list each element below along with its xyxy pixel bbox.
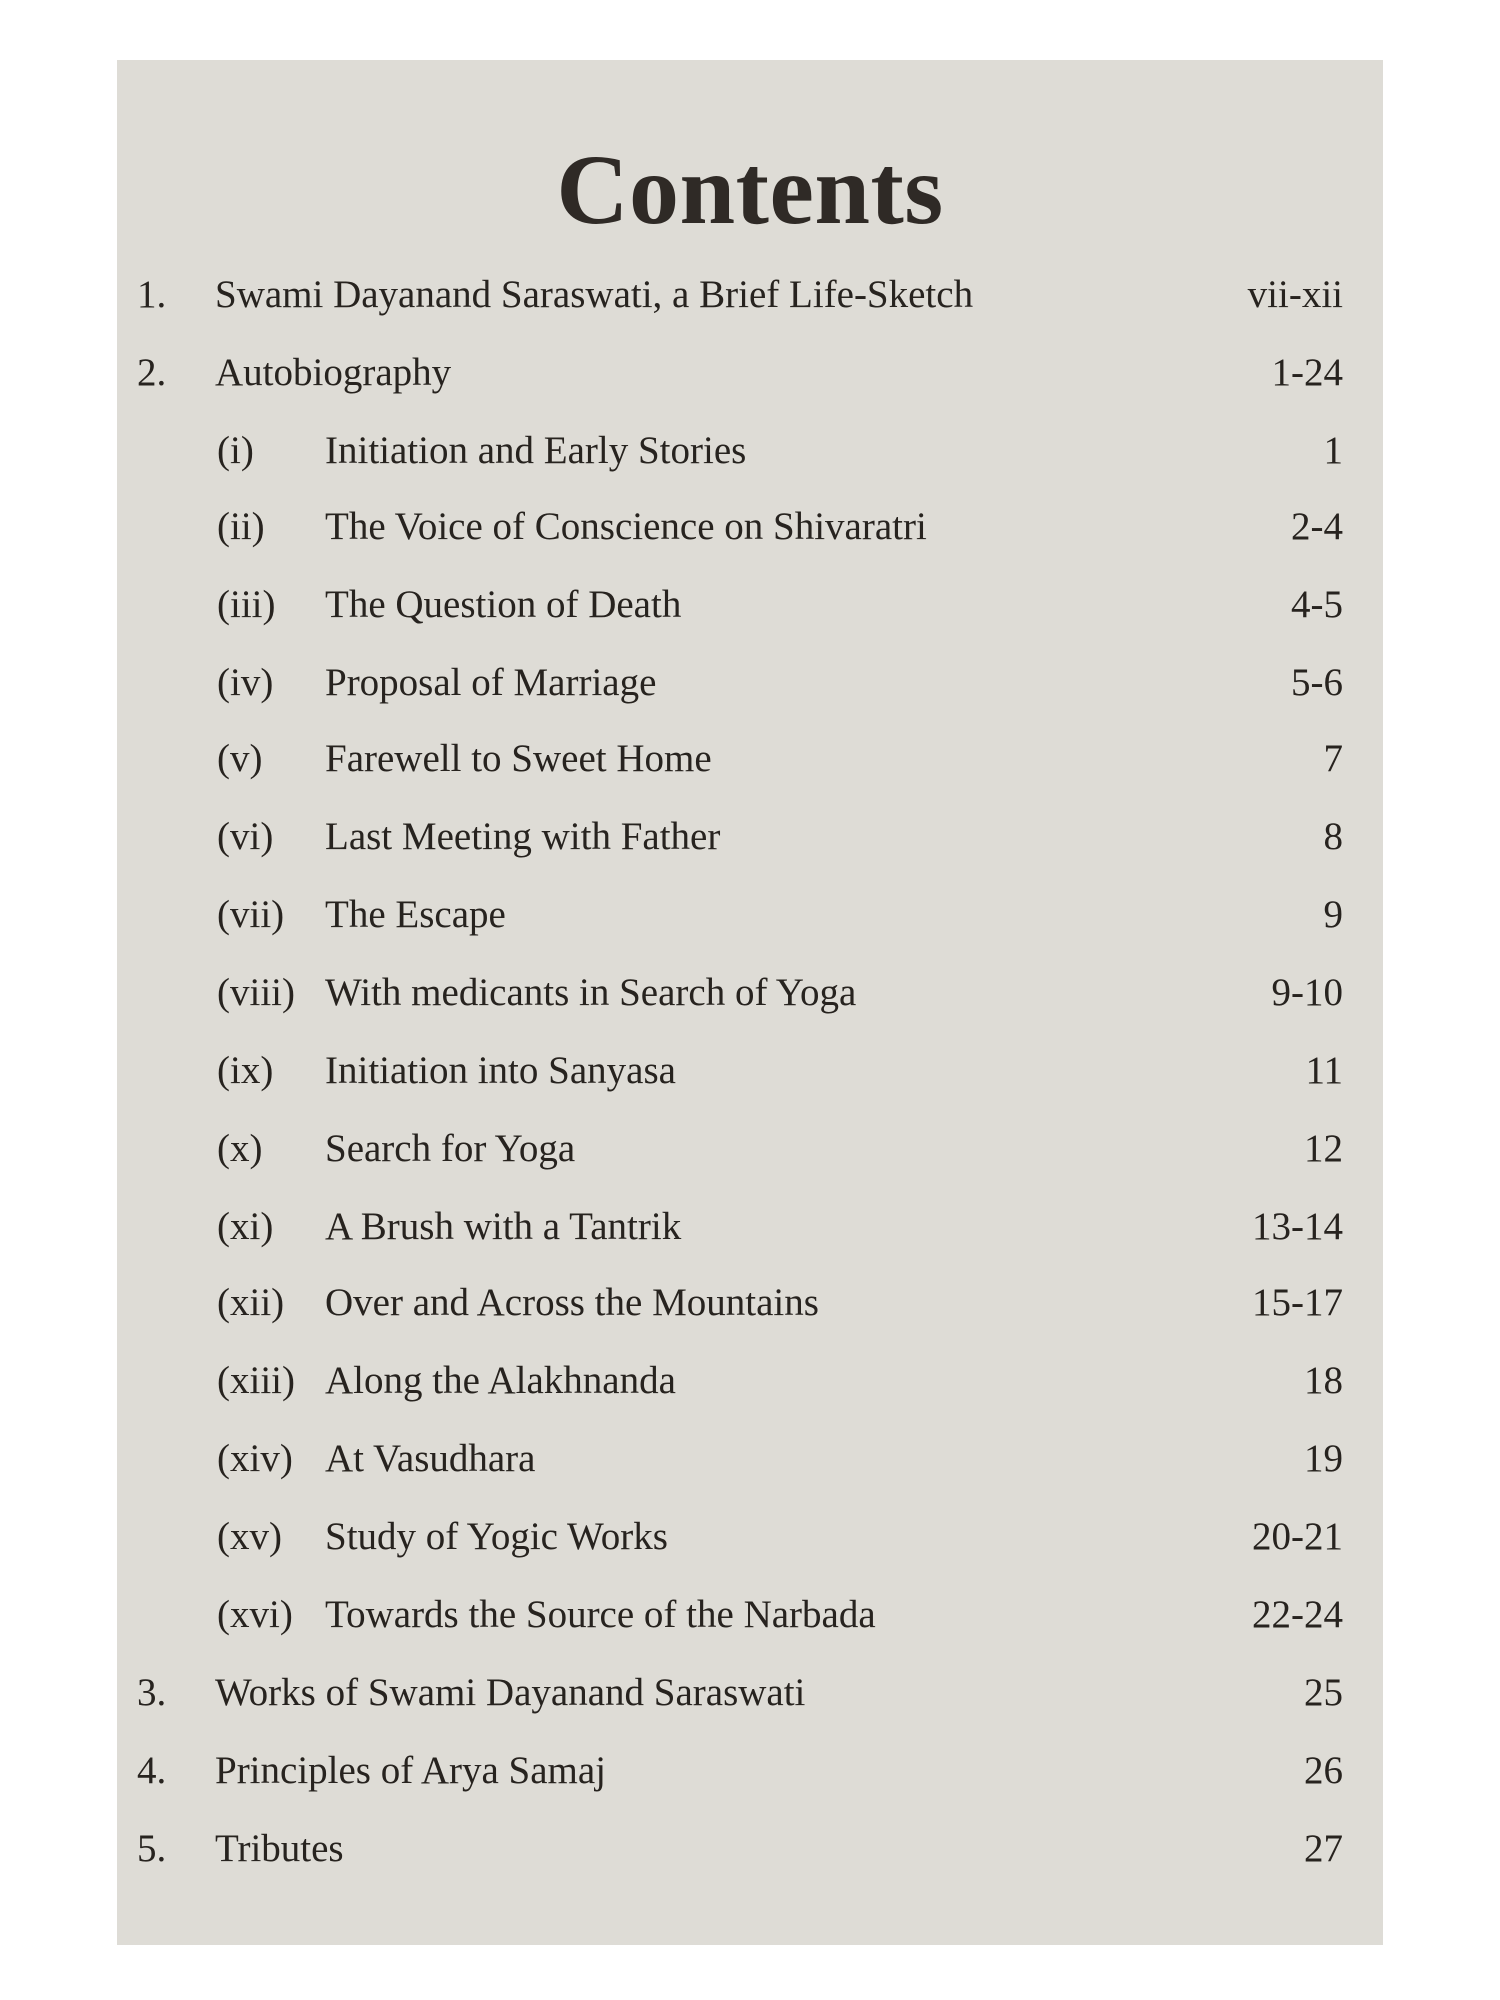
toc-entry-page: 15-17 xyxy=(1252,1281,1343,1324)
toc-entry-proposal-of-marriage xyxy=(217,653,1343,713)
toc-entry-number: (vii) xyxy=(217,893,285,936)
toc-entry-title: Farewell to Sweet Home xyxy=(325,737,712,780)
toc-entry-voice-of-conscience xyxy=(217,497,1343,557)
toc-entry-title: At Vasudhara xyxy=(325,1437,536,1480)
toc-entry-number: (v) xyxy=(217,737,263,780)
toc-entry-number: (xvi) xyxy=(217,1593,293,1636)
toc-entry-page: 8 xyxy=(1323,815,1343,858)
toc-entry-page: 26 xyxy=(1304,1749,1343,1792)
toc-entry-page: 22-24 xyxy=(1252,1593,1343,1636)
toc-entry-number: (xiv) xyxy=(217,1437,293,1480)
page-title: Contents xyxy=(556,134,944,245)
toc-entry-vasudhara xyxy=(217,1429,1343,1489)
toc-entry-title: A Brush with a Tantrik xyxy=(325,1205,682,1248)
toc-entry-title: The Escape xyxy=(325,893,506,936)
toc-entry-number: 3. xyxy=(137,1671,167,1714)
toc-entry-title: Over and Across the Mountains xyxy=(325,1281,819,1324)
toc-entry-search-for-yoga xyxy=(217,1119,1343,1179)
toc-entry-autobiography xyxy=(137,343,1343,403)
toc-entry-title: The Question of Death xyxy=(325,583,682,626)
toc-entry-page: 18 xyxy=(1304,1359,1343,1402)
toc-entry-page: 4-5 xyxy=(1291,583,1343,626)
toc-entry-title: Swami Dayanand Saraswati, a Brief Life-Sketch xyxy=(215,273,974,316)
toc-entry-page: 13-14 xyxy=(1252,1205,1343,1248)
toc-entry-title: Search for Yoga xyxy=(325,1127,576,1170)
toc-entry-title: Works of Swami Dayanand Saraswati xyxy=(215,1671,806,1714)
toc-entry-title: Autobiography xyxy=(215,351,452,394)
toc-entry-title: Study of Yogic Works xyxy=(325,1515,668,1558)
table-of-contents xyxy=(117,60,1383,1945)
toc-entry-number: (xv) xyxy=(217,1515,282,1558)
toc-entry-number: (iv) xyxy=(217,661,274,704)
toc-entry-farewell xyxy=(217,729,1343,789)
toc-entry-question-of-death xyxy=(217,575,1343,635)
toc-entry-page: 20-21 xyxy=(1252,1515,1343,1558)
toc-entry-page: 11 xyxy=(1305,1049,1343,1092)
toc-entry-number: (xii) xyxy=(217,1281,285,1324)
toc-entry-number: (x) xyxy=(217,1127,263,1170)
toc-entry-title: Along the Alakhnanda xyxy=(325,1359,676,1402)
toc-entry-works xyxy=(137,1663,1343,1723)
toc-entry-number: 2. xyxy=(137,351,167,394)
toc-entry-last-meeting xyxy=(217,807,1343,867)
toc-entry-initiation xyxy=(217,421,1343,481)
toc-entry-sanyasa xyxy=(217,1041,1343,1101)
toc-entry-page: 7 xyxy=(1323,737,1343,780)
toc-entry-page: 2-4 xyxy=(1291,505,1343,548)
toc-entry-title: Last Meeting with Father xyxy=(325,815,721,858)
toc-entry-number: 1. xyxy=(137,273,167,316)
toc-entry-life-sketch xyxy=(137,265,1343,325)
toc-entry-mountains xyxy=(217,1273,1343,1333)
toc-entry-page: 1-24 xyxy=(1271,351,1343,394)
toc-entry-escape xyxy=(217,885,1343,945)
toc-entry-narbada xyxy=(217,1585,1343,1645)
toc-entry-principles xyxy=(137,1741,1343,1801)
toc-entry-title: Proposal of Marriage xyxy=(325,661,657,704)
toc-entry-title: Initiation into Sanyasa xyxy=(325,1049,676,1092)
toc-entry-number: (ix) xyxy=(217,1049,274,1092)
toc-entry-title: Towards the Source of the Narbada xyxy=(325,1593,876,1636)
toc-entry-number: (viii) xyxy=(217,971,295,1014)
toc-entry-page: 27 xyxy=(1304,1827,1343,1870)
toc-entry-title: With medicants in Search of Yoga xyxy=(325,971,857,1014)
toc-entry-page: 25 xyxy=(1304,1671,1343,1714)
toc-entry-tantrik xyxy=(217,1197,1343,1257)
toc-entry-number: (iii) xyxy=(217,583,276,626)
toc-entry-search-of-yoga xyxy=(217,963,1343,1023)
toc-entry-title: The Voice of Conscience on Shivaratri xyxy=(325,505,927,548)
contents-page xyxy=(117,60,1383,1945)
toc-entry-number: (xi) xyxy=(217,1205,274,1248)
toc-entry-title: Principles of Arya Samaj xyxy=(215,1749,607,1792)
toc-entry-tributes xyxy=(137,1819,1343,1879)
toc-entry-title: Initiation and Early Stories xyxy=(325,429,747,472)
toc-entry-page: 9-10 xyxy=(1271,971,1343,1014)
toc-entry-yogic-works xyxy=(217,1507,1343,1567)
toc-entry-number: (vi) xyxy=(217,815,274,858)
toc-entry-page: vii-xii xyxy=(1247,273,1343,316)
toc-entry-number: 5. xyxy=(137,1827,167,1870)
toc-entry-page: 12 xyxy=(1304,1127,1343,1170)
toc-entry-page: 5-6 xyxy=(1291,661,1343,704)
toc-entry-alakhnanda xyxy=(217,1351,1343,1411)
toc-entry-title: Tributes xyxy=(215,1827,344,1870)
toc-entry-number: (ii) xyxy=(217,505,265,548)
toc-entry-number: 4. xyxy=(137,1749,167,1792)
toc-entry-page: 1 xyxy=(1323,429,1343,472)
toc-entry-page: 19 xyxy=(1304,1437,1343,1480)
toc-entry-page: 9 xyxy=(1323,893,1343,936)
toc-entry-number: (xiii) xyxy=(217,1359,295,1402)
toc-entry-number: (i) xyxy=(217,429,254,472)
